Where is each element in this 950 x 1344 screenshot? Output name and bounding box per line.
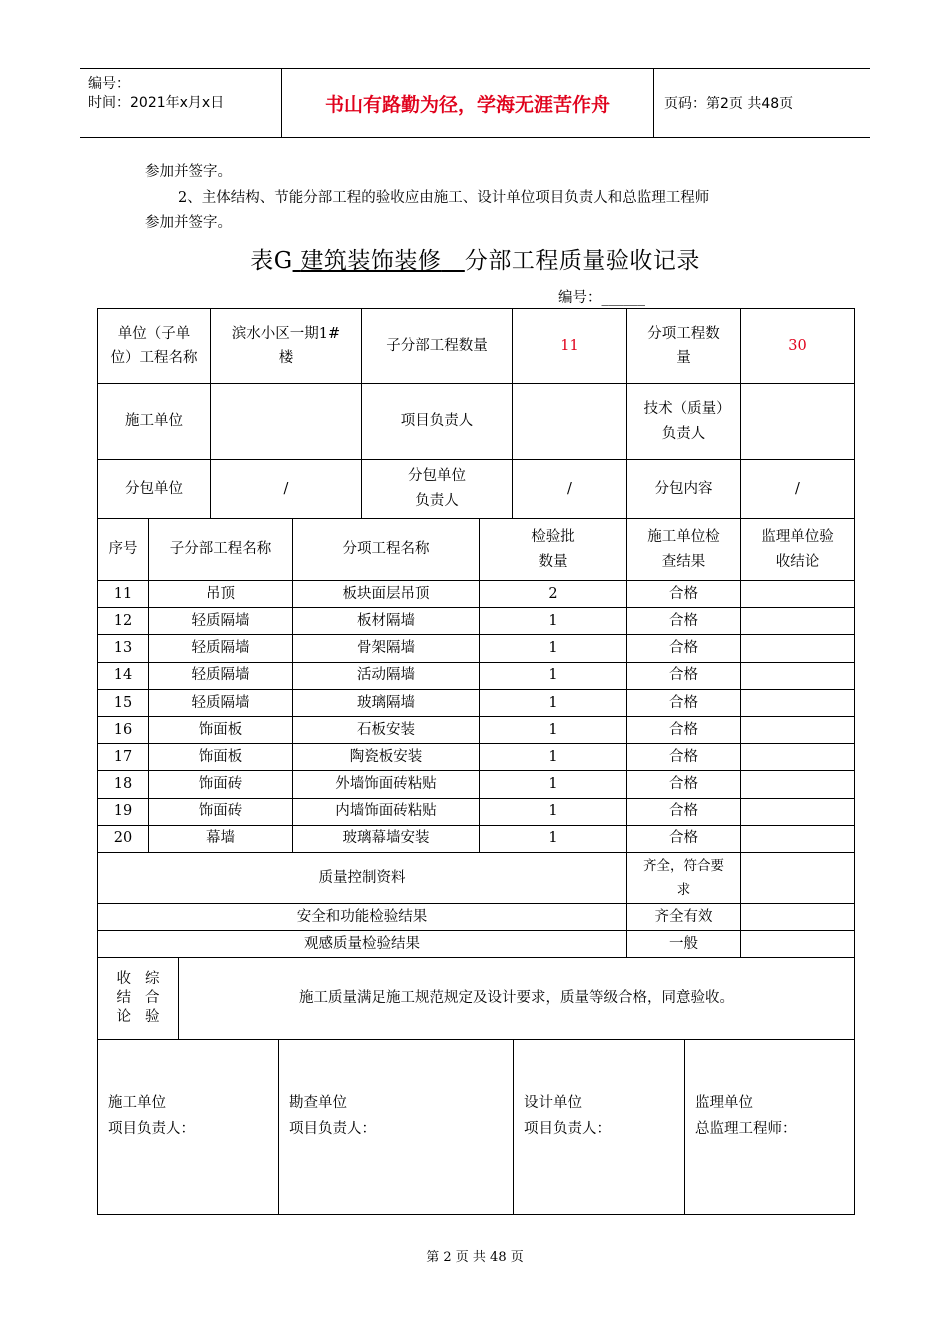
page-title (0, 242, 950, 275)
title-prefix: 表G (250, 248, 293, 274)
sub-unit-value: / (211, 460, 362, 519)
table-row (98, 716, 855, 743)
cell-no: 16 (98, 716, 149, 743)
cell-batch: 1 (480, 744, 627, 771)
appearance-value: 一般 (627, 931, 741, 958)
quality-docs-value: 齐全，符合要求 (627, 853, 741, 904)
sub-pm-label: 分包单位负责人 (362, 460, 513, 519)
cell-sub: 轻质隔墙 (149, 608, 293, 635)
table-row (98, 771, 855, 798)
cell-no: 17 (98, 744, 149, 771)
cell-batch: 1 (480, 798, 627, 825)
cell-no: 20 (98, 825, 149, 852)
cell-check: 合格 (627, 662, 741, 689)
table-row (98, 662, 855, 689)
title-underlined: 建筑装饰装修 (300, 248, 442, 274)
cell-item: 玻璃幕墙安装 (293, 825, 480, 852)
cell-sub: 幕墙 (149, 825, 293, 852)
table-row (98, 689, 855, 716)
items-table (97, 518, 855, 853)
cell-no: 18 (98, 771, 149, 798)
col-batch: 检验批数量 (480, 519, 627, 581)
quality-docs-label: 质量控制资料 (98, 853, 627, 904)
cell-item: 玻璃隔墙 (293, 689, 480, 716)
cell-sub: 轻质隔墙 (149, 689, 293, 716)
items-body (98, 581, 855, 853)
contractor-label: 施工单位 (98, 384, 211, 460)
page-info: 页码：第2页 共48页 (664, 96, 794, 112)
signature-table (97, 1039, 855, 1215)
tech-label: 技术（质量）负责人 (627, 384, 741, 460)
cell-sub: 吊顶 (149, 581, 293, 608)
table-row (98, 581, 855, 608)
info-table (97, 308, 855, 519)
cell-check: 合格 (627, 798, 741, 825)
appearance-label: 观感质量检验结果 (98, 931, 627, 958)
cell-accept (741, 771, 855, 798)
conclusion-table (97, 957, 855, 1040)
cell-accept (741, 635, 855, 662)
table-row (98, 608, 855, 635)
sub-content-value: / (741, 460, 855, 519)
serial-label: 编号： (88, 76, 130, 92)
contractor-value (211, 384, 362, 460)
page-footer: 第 2 页 共 48 页 (426, 1250, 524, 1265)
signature-supervision: 监理单位 总监理工程师： (685, 1040, 855, 1215)
col-check: 施工单位检查结果 (627, 519, 741, 581)
quality-docs-accept (741, 853, 855, 904)
sub-pm-value: / (513, 460, 627, 519)
cell-no: 14 (98, 662, 149, 689)
cell-item: 板块面层吊顶 (293, 581, 480, 608)
cell-item: 板材隔墙 (293, 608, 480, 635)
cell-item: 内墙饰面砖粘贴 (293, 798, 480, 825)
safety-label: 安全和功能检验结果 (98, 904, 627, 931)
cell-accept (741, 581, 855, 608)
cell-no: 11 (98, 581, 149, 608)
intro-line-3: 参加并签字。 (145, 215, 232, 231)
items-header-row (98, 519, 855, 581)
signature-survey: 勘查单位 项目负责人： (279, 1040, 514, 1215)
cell-item: 骨架隔墙 (293, 635, 480, 662)
cell-item: 活动隔墙 (293, 662, 480, 689)
cell-check: 合格 (627, 744, 741, 771)
item-count-value: 30 (741, 309, 855, 384)
sub-content-label: 分包内容 (627, 460, 741, 519)
table-row (98, 635, 855, 662)
table-row (98, 798, 855, 825)
appearance-accept (741, 931, 855, 958)
sub-unit-label: 分包单位 (98, 460, 211, 519)
col-item: 分项工程名称 (293, 519, 480, 581)
cell-no: 13 (98, 635, 149, 662)
cell-sub: 轻质隔墙 (149, 635, 293, 662)
cell-batch: 1 (480, 689, 627, 716)
cell-no: 19 (98, 798, 149, 825)
cell-accept (741, 608, 855, 635)
cell-sub: 饰面砖 (149, 798, 293, 825)
cell-check: 合格 (627, 771, 741, 798)
cell-accept (741, 744, 855, 771)
cell-sub: 饰面板 (149, 744, 293, 771)
conclusion-text: 施工质量满足施工规范规定及设计要求，质量等级合格，同意验收。 (179, 958, 855, 1040)
col-no: 序号 (98, 519, 149, 581)
conclusion-label: 收 结 论 综 合 验 (98, 958, 179, 1040)
intro-line-2: 2、主体结构、节能分部工程的验收应由施工、设计单位项目负责人和总监理工程师 (178, 190, 710, 206)
cell-batch: 1 (480, 716, 627, 743)
cell-item: 外墙饰面砖粘贴 (293, 771, 480, 798)
unit-name-value: 滨水小区一期1#楼 (211, 309, 362, 384)
cell-batch: 1 (480, 608, 627, 635)
cell-no: 12 (98, 608, 149, 635)
cell-batch: 1 (480, 635, 627, 662)
signature-contractor: 施工单位 项目负责人： (98, 1040, 279, 1215)
col-accept: 监理单位验收结论 (741, 519, 855, 581)
item-count-label: 分项工程数量 (627, 309, 741, 384)
pm-value (513, 384, 627, 460)
cell-check: 合格 (627, 608, 741, 635)
cell-accept (741, 716, 855, 743)
cell-batch: 1 (480, 771, 627, 798)
intro-line-1: 参加并签字。 (145, 164, 232, 180)
safety-value: 齐全有效 (627, 904, 741, 931)
cell-check: 合格 (627, 716, 741, 743)
cell-sub: 饰面砖 (149, 771, 293, 798)
cell-batch: 2 (480, 581, 627, 608)
safety-accept (741, 904, 855, 931)
tech-value (741, 384, 855, 460)
cell-sub: 轻质隔墙 (149, 662, 293, 689)
cell-accept (741, 825, 855, 852)
cell-check: 合格 (627, 689, 741, 716)
cell-item: 陶瓷板安装 (293, 744, 480, 771)
signature-design: 设计单位 项目负责人： (514, 1040, 685, 1215)
summary-table (97, 852, 855, 958)
cell-accept (741, 689, 855, 716)
table-row (98, 825, 855, 852)
document-code: 编号：______ (558, 290, 645, 306)
unit-name-label: 单位（子单位）工程名称 (98, 309, 211, 384)
cell-sub: 饰面板 (149, 716, 293, 743)
cell-no: 15 (98, 689, 149, 716)
cell-item: 石板安装 (293, 716, 480, 743)
cell-check: 合格 (627, 581, 741, 608)
cell-accept (741, 662, 855, 689)
page-header (80, 68, 870, 138)
sub-count-value: 11 (513, 309, 627, 384)
cell-check: 合格 (627, 825, 741, 852)
motto: 书山有路勤为径，学海无涯苦作舟 (282, 69, 654, 137)
header-meta-cell (80, 69, 282, 137)
cell-batch: 1 (480, 825, 627, 852)
pm-label: 项目负责人 (362, 384, 513, 460)
title-suffix: 分部工程质量验收记录 (464, 248, 700, 274)
col-sub: 子分部工程名称 (149, 519, 293, 581)
cell-accept (741, 798, 855, 825)
cell-batch: 1 (480, 662, 627, 689)
table-row (98, 744, 855, 771)
cell-check: 合格 (627, 635, 741, 662)
time-label: 时间：2021年x月x日 (88, 95, 225, 111)
sub-count-label: 子分部工程数量 (362, 309, 513, 384)
